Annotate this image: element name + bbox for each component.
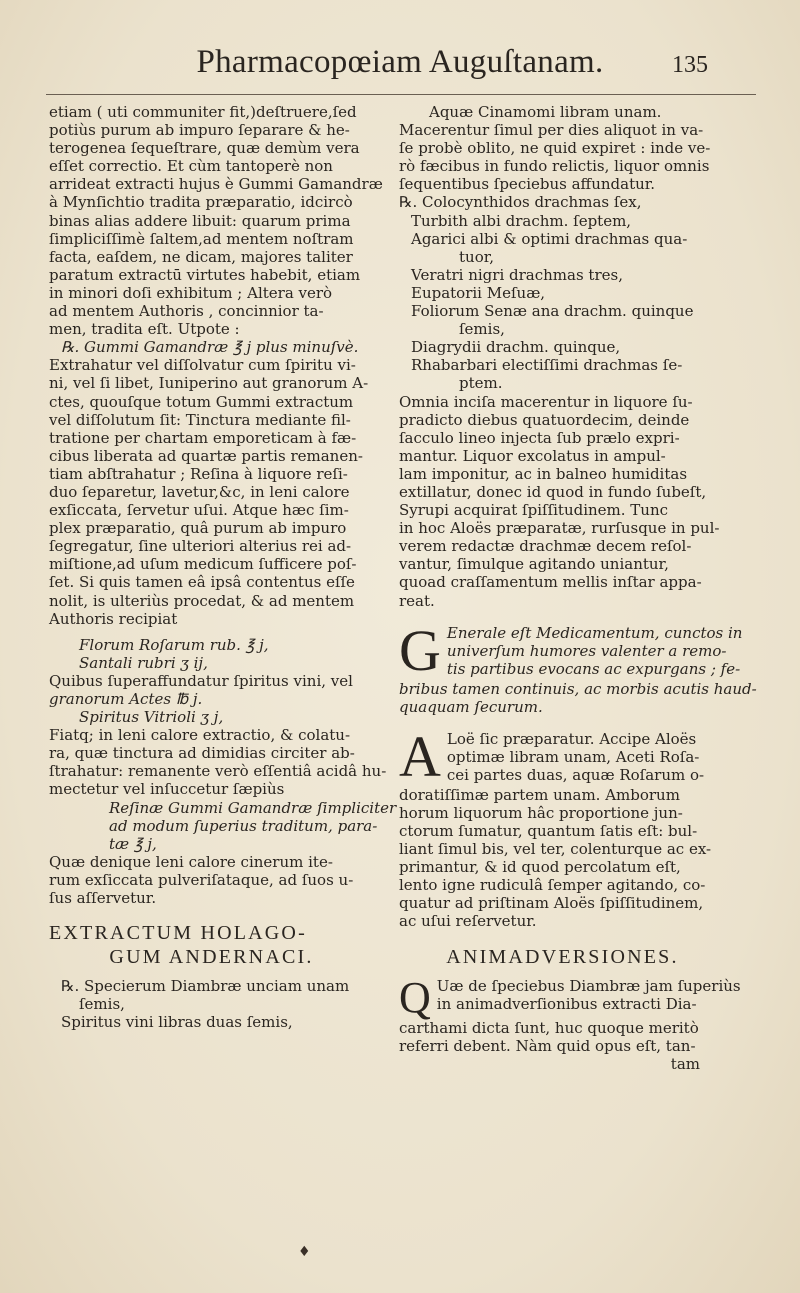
text-line: rum exſiccata pulveriſataque, ad ſuos u- xyxy=(49,870,354,889)
text-line: granorum Actes ℔ j. xyxy=(49,690,203,708)
text-line: plex præparatio, quâ purum ab impuro xyxy=(49,519,347,538)
text-line: binas alias addere libuit: quarum prima xyxy=(49,211,351,230)
text-line: Enerale eſt Medicamentum, cunctos in xyxy=(446,623,743,642)
text-line: ſet. Si quis tamen eâ ipsâ contentus eſſe xyxy=(49,573,355,592)
text-line: bribus tamen continuis, ac morbis acutis haud- xyxy=(399,679,757,698)
header-rule xyxy=(46,94,756,95)
text-line: primantur, & id quod percolatum eſt, xyxy=(399,858,681,877)
text-line: ſtrahatur: remanente verò eſſentiâ acidâ hu- xyxy=(49,762,387,781)
text-line: exſiccata, ſervetur uſui. Atque hæc ſim- xyxy=(49,501,349,520)
text-line: ſegregatur, ſine ulteriori alterius rei ad- xyxy=(49,537,352,556)
recipe-line: ptem. xyxy=(459,374,503,393)
text-line: ctes, quouſque totum Gummi extractum xyxy=(49,392,354,411)
paragraph-aloe xyxy=(399,723,726,931)
text-line: ſequentibus ſpeciebus affundatur. xyxy=(399,175,656,194)
text-line: men, tradita eſt. Utpote : xyxy=(49,320,240,339)
text-line: Syrupi acquirat ſpiſſitudinem. Tunc xyxy=(399,501,669,520)
right-column xyxy=(399,103,757,1073)
paragraph-quae xyxy=(399,972,741,1073)
drop-cap: G xyxy=(399,617,441,683)
recipe-line: Rhabarbari electiſſimi drachmas ſe- xyxy=(411,356,683,375)
text-line: ni, vel ſi libet, Iuniperino aut granorum A- xyxy=(49,374,369,393)
section-heading: GUM ANDERNACI. xyxy=(109,946,314,969)
recipe-line: ℞. Gummi Gamandræ ℥ j plus minuſvè. xyxy=(61,338,359,357)
text-line: Quibus ſuperaffundatur ſpiritus vini, vel xyxy=(49,671,353,690)
text-line: Omnia inciſa macerentur in liquore ſu- xyxy=(399,392,693,411)
text-line: ſus aſſervetur. xyxy=(49,889,157,908)
recipe-line: Eupatorii Meſuæ, xyxy=(411,283,546,302)
recipe-line: Reſinæ Gummi Gamandræ ſimpliciter xyxy=(109,798,397,817)
text-line: quatur ad priſtinam Aloës ſpiſſitudinem, xyxy=(399,894,704,913)
text-line: ſimpliciſſimè ſaltem,ad mentem noſtram xyxy=(49,229,354,248)
text-line: Uæ de ſpeciebus Diambræ jam ſuperiùs xyxy=(436,976,741,995)
text-line: vel diſſolutum ſit: Tinctura mediante fil- xyxy=(49,410,351,429)
text-line: arrideat extracti hujus è Gummi Gamandræ xyxy=(49,175,383,194)
text-line: reat. xyxy=(399,591,435,610)
text-line: referri debent. Nàm quid opus eſt, tan- xyxy=(399,1036,696,1055)
text-line: facta, eaſdem, ne dicam, majores taliter xyxy=(49,247,353,266)
text-line: Quæ denique leni calore cinerum ite- xyxy=(49,852,333,871)
recipe-line: ℞. Colocynthidos drachmas ſex, xyxy=(399,193,642,212)
recipe-line: Diagrydii drachm. quinque, xyxy=(411,338,621,357)
text-line: à Mynſichtio tradita præparatio, idcircò xyxy=(49,193,353,212)
recipe-line: Veratri nigri drachmas tres, xyxy=(411,265,623,284)
text-line: lam imponitur, ac in balneo humiditas xyxy=(399,464,688,483)
page-number: 135 xyxy=(672,52,708,78)
text-line: tis partibus evocans ac expurgans ; fe- xyxy=(446,659,741,678)
recipe-line: ſemis, xyxy=(79,995,125,1014)
text-line: ra, quæ tinctura ad dimidias circiter ab- xyxy=(49,744,355,763)
recipe-line: ſemis, xyxy=(459,320,505,339)
text-line: quaquam ſecurum. xyxy=(399,697,543,716)
recipe-line: Turbith albi drachm. ſeptem, xyxy=(411,211,632,230)
text-line: carthami dicta ſunt, huc quoque meritò xyxy=(399,1018,699,1037)
text-line: in hoc Aloës præparatæ, rurſusque in pul- xyxy=(399,519,720,538)
text-line: Aquæ Cinamomi libram unam. xyxy=(429,103,662,121)
recipe-line: Spiritus Vitrioli ʒ j, xyxy=(79,708,224,727)
text-line: univerſum humores valenter a remo- xyxy=(446,641,727,660)
text-line: terogenea ſequeſtrare, quæ demùm vera xyxy=(49,139,360,158)
printer-ornament: ♦ xyxy=(298,1244,311,1260)
recipe-line: tuor, xyxy=(459,247,495,266)
text-line: quoad craſſamentum mellis inſtar appa- xyxy=(399,573,702,592)
text-line: nolit, is ulteriùs procedat, & ad mentem xyxy=(49,591,355,610)
recipe-line: ad modum ſuperius traditum, para- xyxy=(109,816,378,835)
text-line: cibus liberata ad quartæ partis remanen- xyxy=(49,446,363,465)
recipe-line: tæ ℥ j, xyxy=(109,834,157,853)
recipe-line: Florum Roſarum rub. ℥ j, xyxy=(79,635,269,654)
text-line: optimæ libram unam, Aceti Roſa- xyxy=(446,747,700,766)
text-line: lento igne rudiculâ ſemper agitando, co- xyxy=(399,876,706,895)
section-heading: ANIMADVERSIONES. xyxy=(446,945,679,968)
text-line: ac uſui reſervetur. xyxy=(399,912,537,931)
text-line: in animadverſionibus extracti Dia- xyxy=(436,994,697,1013)
text-line: verem redactæ drachmæ decem reſol- xyxy=(399,537,692,556)
text-line: tratione per chartam emporeticam à fæ- xyxy=(49,428,357,447)
text-line: pradicto diebus quatuordecim, deinde xyxy=(399,410,690,429)
text-line: ſacculo lineo injecta ſub prælo expri- xyxy=(399,428,680,447)
text-line: Macerentur ſimul per dies aliquot in va- xyxy=(399,121,704,140)
text-line: mantur. Liquor excolatus in ampul- xyxy=(399,446,666,465)
drop-cap: A xyxy=(399,723,441,789)
recipe-line: Santali rubri ʒ ij, xyxy=(79,653,208,672)
recipe-line: Spiritus vini libras duas ſemis, xyxy=(61,1013,293,1032)
text-line: ad mentem Authoris , concinnior ta- xyxy=(49,302,324,321)
recipe-line: ℞. Specierum Diambræ unciam unam xyxy=(61,977,350,996)
text-line: vantur, ſimulque agitando uniantur, xyxy=(399,555,669,574)
text-line: duo ſeparetur, lavetur,&c, in leni calore xyxy=(49,482,350,501)
recipe-line: Foliorum Senæ ana drachm. quinque xyxy=(411,302,694,321)
left-column xyxy=(49,103,397,1032)
text-line: cei partes duas, aquæ Roſarum o- xyxy=(446,766,705,784)
running-title: Pharmacopœiam Auguſtanam. xyxy=(196,44,604,80)
text-line: horum liquorum hâc proportione jun- xyxy=(399,803,683,822)
text-line: eſſet correctio. Et cùm tantoperè non xyxy=(49,157,333,176)
paragraph-general xyxy=(399,617,757,716)
recipe-line: Agarici albi & optimi drachmas qua- xyxy=(411,229,688,248)
text-line: Extrahatur vel diſſolvatur cum ſpiritu vi- xyxy=(49,356,356,375)
text-line: ctorum ſumatur, quantum ſatis eſt: bul- xyxy=(399,822,698,840)
text-line: paratum extractū virtutes habebit, etiam xyxy=(49,265,361,284)
text-line: mectetur vel inſuccetur ſæpiùs xyxy=(49,780,285,799)
text-line: ſe probè oblito, ne quid expiret : inde ve- xyxy=(399,139,711,158)
text-line: Authoris recipiat xyxy=(49,609,178,628)
text-line: in minori doſi exhibitum ; Altera verò xyxy=(49,283,333,302)
text-line: doratiſſimæ partem unam. Amborum xyxy=(399,785,680,804)
text-line: tiam abſtrahatur ; Reſina à liquore reſi- xyxy=(49,464,348,483)
text-line: rò fæcibus in fundo relictis, liquor omnis xyxy=(399,157,710,176)
text-line: potiùs purum ab impuro ſeparare & he- xyxy=(49,121,350,140)
drop-cap: Q xyxy=(399,972,431,1022)
section-heading: EXTRACTUM HOLAGO- xyxy=(49,922,307,945)
text-line: miſtione,ad uſum medicum ſufficere poſ- xyxy=(49,555,357,574)
text-line: liant ſimul bis, vel ter, colenturque ac ex- xyxy=(399,840,712,859)
text-line: Loë ſic præparatur. Accipe Aloës xyxy=(446,729,697,748)
catchword: tam xyxy=(670,1054,700,1073)
text-line: Fiatq; in leni calore extractio, & colatu- xyxy=(49,726,351,745)
text-line: etiam ( uti communiter fit,)deſtruere,ſed xyxy=(49,103,357,121)
text-line: extillatur, donec id quod in fundo ſubeſt, xyxy=(399,482,707,501)
